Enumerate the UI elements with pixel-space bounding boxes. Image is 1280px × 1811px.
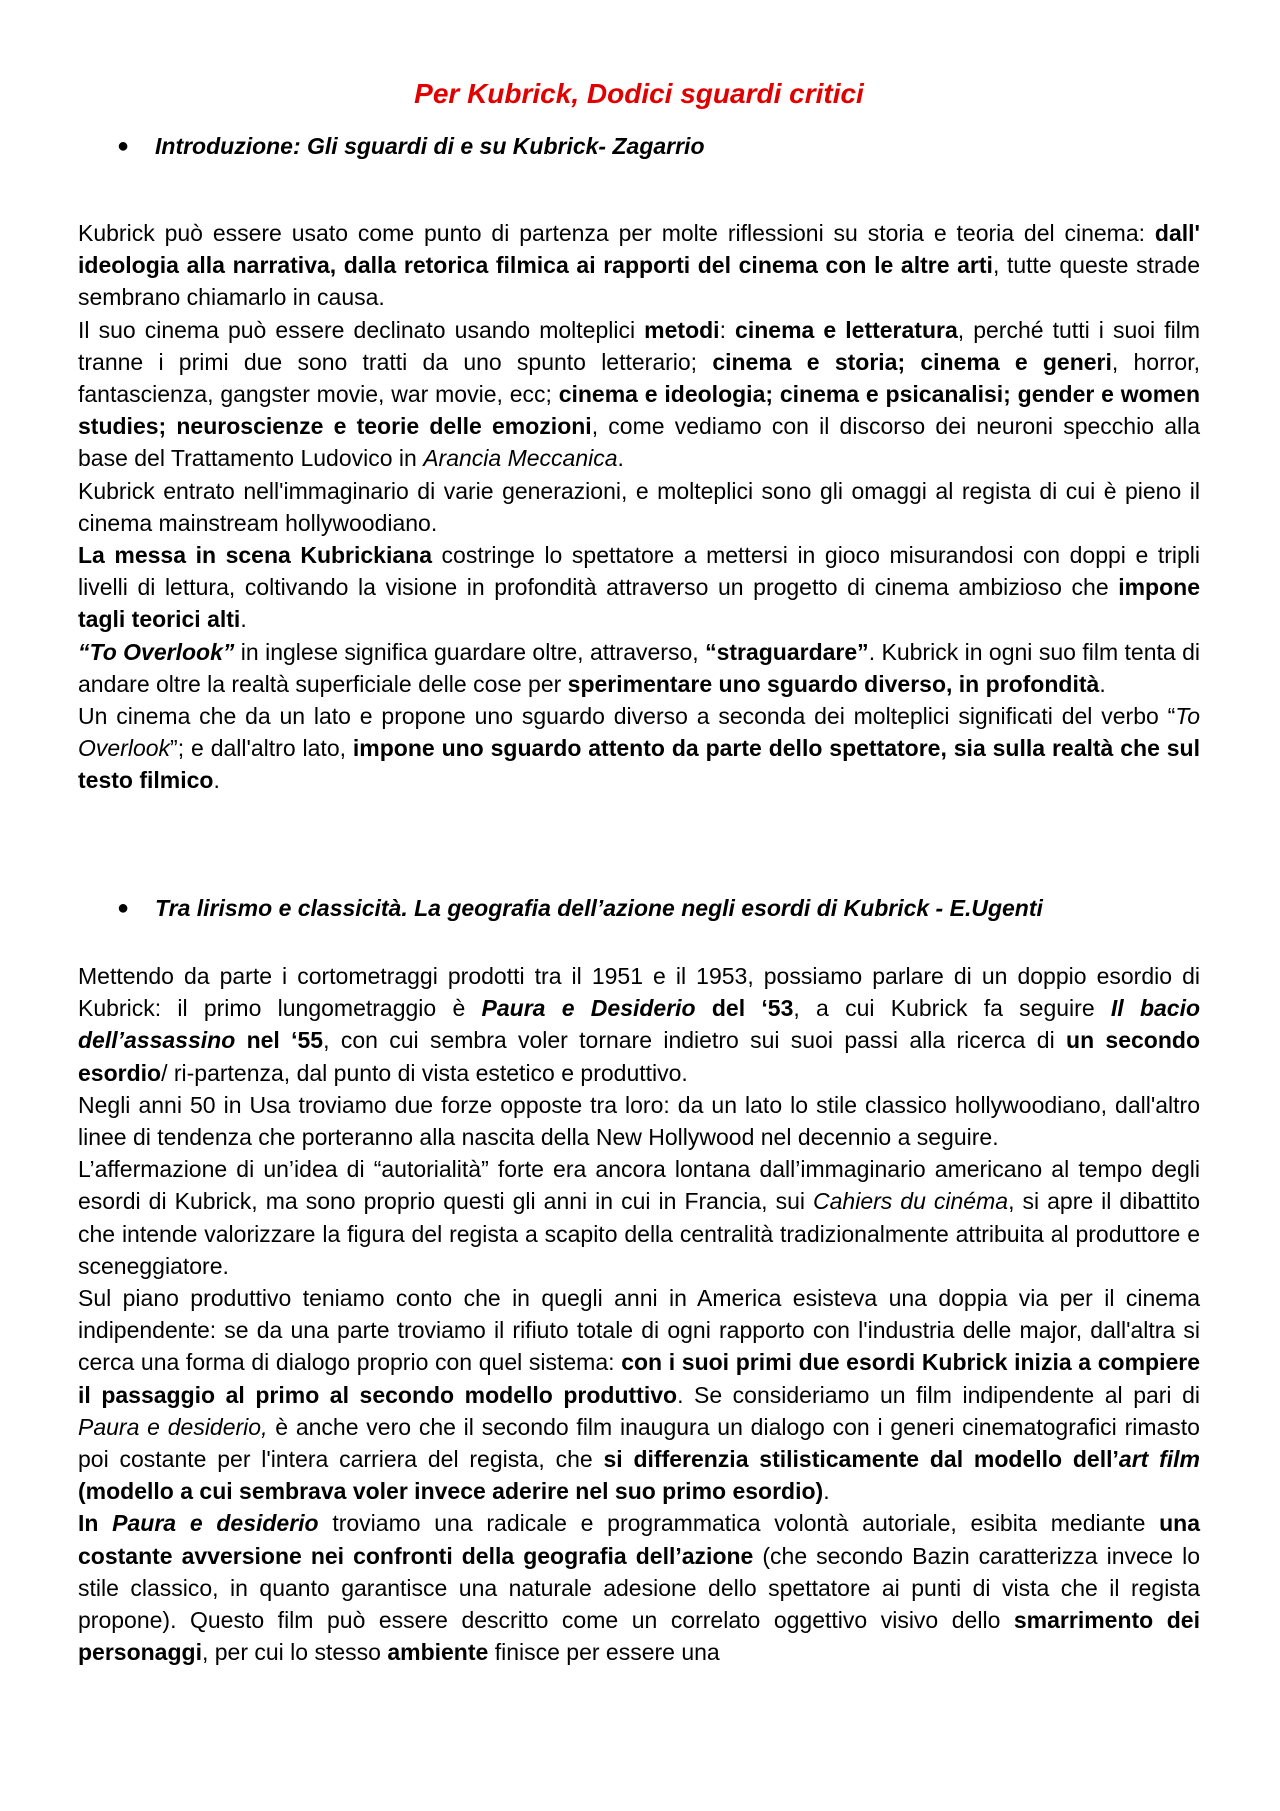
text-run: , per cui lo stesso [201,1639,388,1666]
paragraph [78,636,1200,700]
text-run: una costante avversione nei confronti della geografia dell’azione [78,1510,1200,1569]
section-body-1 [78,217,1200,797]
text-run: del ‘53 [695,995,794,1022]
text-run: è anche vero che il secondo film inaugura un dialogo con i generi cinematografici rimasto poi costante per l'intera carriera del regista, che [78,1413,1200,1473]
bullet-icon: ● [117,897,130,919]
paragraph [78,700,1200,797]
text-run: La messa in scena Kubrickiana [78,542,432,569]
text-run: art film [1118,1446,1200,1473]
text-run: , con cui sembra voler tornare indietro sui suoi passi alla ricerca di [323,1027,1067,1054]
text-run: Il suo cinema può essere declinato usando molteplici [78,316,645,343]
text-run: ”; e dall'altro lato, [170,735,353,762]
text-run: : [719,316,736,343]
text-run: Arancia Meccanica [423,445,618,472]
text-run: troviamo una radicale e programmatica volontà autoriale, esibita mediante [318,1510,1160,1537]
text-run: . Kubrick in ogni suo film tenta di andare oltre la realtà superficiale delle cose per [78,638,1201,697]
text-run: Sul piano produttivo teniamo conto che in quegli anni in America esisteva una doppia via per il cinema indipendente: se da una parte troviamo il rifiuto totale di ogni rapporto con l'industria delle major, dall'altra si cerca una forma di dialogo proprio con quel sistema: [78,1285,1200,1376]
text-run: Kubrick può essere usato come punto di partenza per molte riflessioni su storia e teoria del cinema: [78,220,1155,246]
text-run: impone uno sguardo attento da parte dello spettatore, sia sulla realtà che sul testo filmico [78,735,1200,794]
paragraph [78,314,1200,475]
text-run: Cahiers du cinéma [813,1188,1009,1215]
text-run: in inglese significa guardare oltre, attraverso, [234,638,706,665]
bullet-icon: ● [117,135,130,157]
text-run: (modello a cui sembrava voler invece aderire nel suo primo esordio) [78,1478,824,1505]
paragraph [78,539,1200,636]
text-run: , tutte queste strade sembrano chiamarlo in causa. [78,252,1200,311]
text-run: , horror, fantascienza, gangster movie, war movie, ecc; [78,348,1200,408]
paragraph [78,217,1200,314]
text-run: cinema e ideologia; cinema e psicanalisi; gender e women studies; neuroscienze e teorie delle emozioni [78,381,1200,440]
text-run: . [823,1478,830,1505]
text-run: , a cui Kubrick fa seguire [793,995,1111,1022]
text-run: dall' ideologia alla narrativa, dalla retorica filmica ai rapporti del cinema con le altre arti [78,220,1200,279]
text-run: , si apre il dibattito che intende valorizzare la figura del regista a scapito della centralità tradizionalmente attribuita al produttore e sceneggiatore. [78,1188,1200,1279]
text-run: sperimentare uno sguardo diverso, in profondità [567,670,1100,697]
text-run: ambiente [387,1639,489,1666]
text-run: cinema e letteratura [735,316,958,343]
text-run: Mettendo da parte i cortometraggi prodotti tra il 1951 e il 1953, possiamo parlare di un doppio esordio di Kubrick: il primo lungometraggio è [78,963,1200,1022]
paragraph [78,960,1200,1089]
paragraph [78,1282,1200,1507]
section-heading-text: Tra lirismo e classicità. La geografia dell’azione negli esordi di Kubrick - E.Ugenti [155,895,1043,921]
text-run: Il bacio dell’assassino [78,995,1201,1054]
text-run: . [240,606,247,633]
paragraph [78,1507,1200,1668]
text-run: , come vediamo con il discorso dei neuroni specchio alla base del Trattamento Ludovico in [78,413,1200,472]
text-run: costringe lo spettatore a mettersi in gioco misurandosi con doppi e tripli livelli di lettura, coltivando la visione in profondità attraverso un progetto di cinema ambizioso che [78,542,1200,601]
text-run: Kubrick entrato nell'immaginario di varie generazioni, e molteplici sono gli omaggi al regista di cui è pieno il cinema mainstream hollywoodiano. [78,477,1200,536]
text-run: (che secondo Bazin caratterizza invece lo stile classico, in quanto garantisce una naturale adesione dello spettatore ai punti di vista che il regista propone). Questo film può essere descritto come un correlato oggettivo visivo dello [78,1542,1200,1634]
text-run: Un cinema che da un lato e propone uno sguardo diverso a seconda dei molteplici significati del verbo “ [78,703,1176,730]
text-run: si differenzia stilisticamente dal modello dell’ [603,1446,1119,1473]
text-run: metodi [644,316,720,343]
text-run: . [1099,670,1106,697]
text-run: In [78,1510,113,1537]
text-run: . [617,445,624,472]
paragraph [78,1153,1200,1282]
text-run: Paura e Desiderio [481,995,696,1022]
text-run: Negli anni 50 in Usa troviamo due forze opposte tra loro: da un lato lo stile classico hollywoodiano, dall'altro linee di tendenza che porteranno alla nascita della New Hollywood nel decennio a seguire. [78,1091,1200,1151]
text-run: con i suoi primi due esordi Kubrick inizia a compiere il passaggio al primo al secondo modello produttivo [78,1349,1200,1408]
text-run: To Overlook [78,703,1200,762]
text-run: , perché tutti i suoi film tranne i primi due sono tratti da uno spunto letterario; [78,316,1201,375]
text-run: L’affermazione di un’idea di “autorialità” forte era ancora lontana dall’immaginario americano al tempo degli esordi di Kubrick, ma sono proprio questi gli anni in cui in Francia, sui [78,1156,1200,1215]
text-run: / ri-partenza, dal punto di vista estetico e produttivo. [161,1059,688,1086]
text-run: impone tagli teorici alti [78,574,1200,633]
document-title: Per Kubrick, Dodici sguardi critici [414,78,864,109]
text-run: Paura e desiderio, [78,1413,268,1440]
text-run: Paura e desiderio [112,1510,319,1537]
text-run: nel ‘55 [235,1027,324,1054]
text-run: finisce per essere una [488,1639,720,1666]
text-run: . [213,767,220,794]
text-run: “To Overlook” [78,638,235,665]
section-heading-text: Introduzione: Gli sguardi di e su Kubrick- Zagarrio [155,133,705,159]
text-run: smarrimento dei personaggi [78,1607,1200,1666]
section-body-2 [78,960,1200,1668]
paragraph [78,475,1200,539]
text-run: cinema e storia; cinema e generi [712,348,1112,375]
text-run: “straguardare” [705,638,869,665]
text-run: un secondo esordio [78,1027,1201,1086]
paragraph [78,1089,1200,1153]
text-run: . Se consideriamo un film indipendente al pari di [677,1381,1200,1408]
